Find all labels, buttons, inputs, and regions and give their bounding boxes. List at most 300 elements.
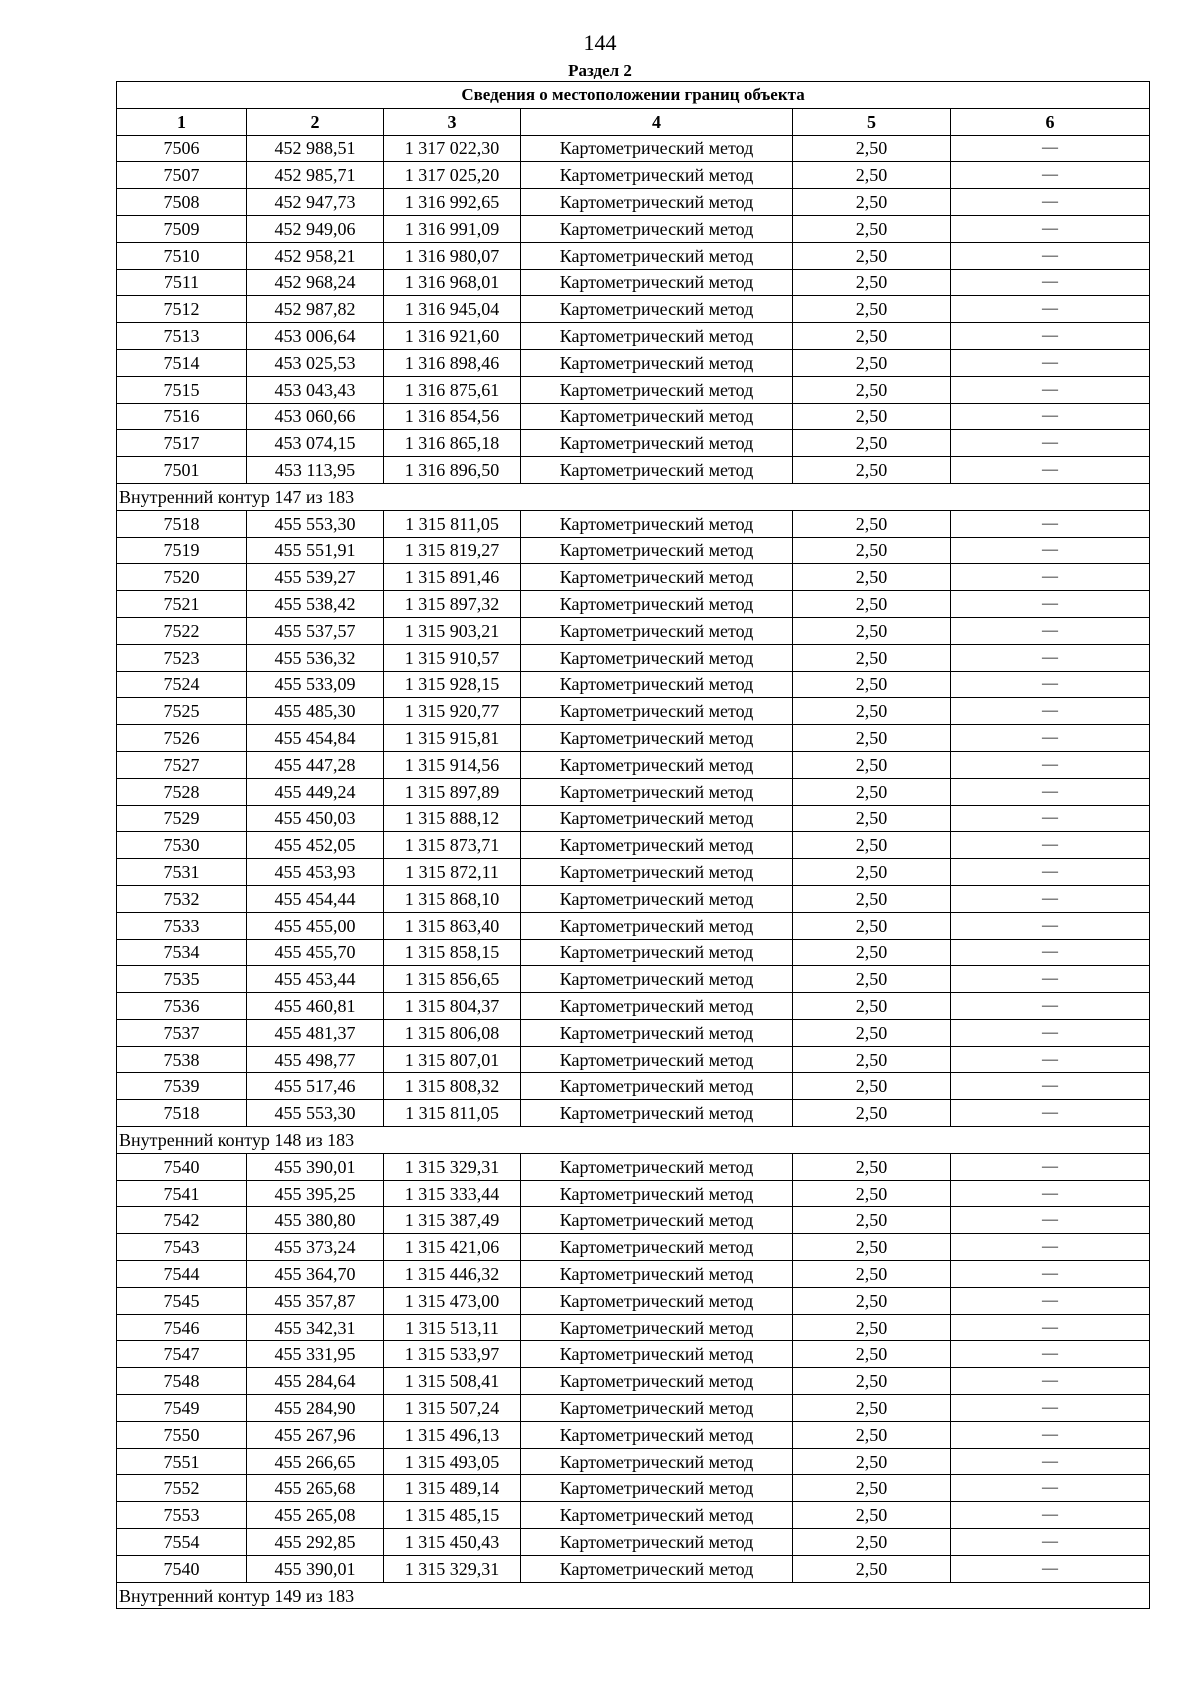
method-cell: Картометрический метод <box>521 215 793 242</box>
description-cell: — <box>951 1046 1150 1073</box>
contour-header-row <box>117 483 1150 510</box>
coordinate-x: 455 455,70 <box>247 939 384 966</box>
method-cell: Картометрический метод <box>521 1207 793 1234</box>
point-number: 7526 <box>117 725 247 752</box>
point-number: 7517 <box>117 430 247 457</box>
accuracy-cell: 2,50 <box>793 966 951 993</box>
accuracy-cell: 2,50 <box>793 296 951 323</box>
method-cell: Картометрический метод <box>521 162 793 189</box>
point-number: 7509 <box>117 215 247 242</box>
table-row <box>117 430 1150 457</box>
coordinate-y: 1 315 819,27 <box>384 537 521 564</box>
point-number: 7530 <box>117 832 247 859</box>
coordinate-y: 1 315 421,06 <box>384 1234 521 1261</box>
method-cell: Картометрический метод <box>521 939 793 966</box>
description-cell: — <box>951 1100 1150 1127</box>
method-cell: Картометрический метод <box>521 1502 793 1529</box>
accuracy-cell: 2,50 <box>793 1475 951 1502</box>
point-number: 7540 <box>117 1555 247 1582</box>
table-row <box>117 215 1150 242</box>
table-row <box>117 698 1150 725</box>
point-number: 7528 <box>117 778 247 805</box>
accuracy-cell: 2,50 <box>793 1100 951 1127</box>
method-cell: Картометрический метод <box>521 1448 793 1475</box>
coordinate-y: 1 315 910,57 <box>384 644 521 671</box>
coordinate-x: 455 265,08 <box>247 1502 384 1529</box>
coordinate-y: 1 315 856,65 <box>384 966 521 993</box>
section-title: Раздел 2 <box>568 61 632 80</box>
point-number: 7511 <box>117 269 247 296</box>
table-row <box>117 135 1150 162</box>
method-cell: Картометрический метод <box>521 242 793 269</box>
contour-label: Внутренний контур 148 из 183 <box>117 1127 1150 1154</box>
coordinate-x: 455 395,25 <box>247 1180 384 1207</box>
coordinate-x: 453 060,66 <box>247 403 384 430</box>
coordinate-y: 1 315 858,15 <box>384 939 521 966</box>
method-cell: Картометрический метод <box>521 537 793 564</box>
method-cell: Картометрический метод <box>521 1153 793 1180</box>
table-row <box>117 162 1150 189</box>
point-number: 7546 <box>117 1314 247 1341</box>
coordinate-y: 1 315 863,40 <box>384 912 521 939</box>
coordinate-x: 455 481,37 <box>247 1019 384 1046</box>
point-number: 7554 <box>117 1529 247 1556</box>
contour-label: Внутренний контур 149 из 183 <box>117 1582 1150 1609</box>
table-row <box>117 242 1150 269</box>
accuracy-cell: 2,50 <box>793 242 951 269</box>
coordinate-y: 1 317 022,30 <box>384 135 521 162</box>
coordinate-y: 1 315 485,15 <box>384 1502 521 1529</box>
coordinate-y: 1 315 811,05 <box>384 1100 521 1127</box>
method-cell: Картометрический метод <box>521 966 793 993</box>
page-number: 144 <box>583 30 617 55</box>
accuracy-cell: 2,50 <box>793 698 951 725</box>
method-cell: Картометрический метод <box>521 1046 793 1073</box>
method-cell: Картометрический метод <box>521 1475 793 1502</box>
point-number: 7518 <box>117 510 247 537</box>
accuracy-cell: 2,50 <box>793 162 951 189</box>
method-cell: Картометрический метод <box>521 296 793 323</box>
point-number: 7539 <box>117 1073 247 1100</box>
coordinate-x: 452 968,24 <box>247 269 384 296</box>
method-cell: Картометрический метод <box>521 349 793 376</box>
description-cell: — <box>951 698 1150 725</box>
table-row <box>117 1341 1150 1368</box>
accuracy-cell: 2,50 <box>793 1368 951 1395</box>
accuracy-cell: 2,50 <box>793 1421 951 1448</box>
description-cell: — <box>951 189 1150 216</box>
description-cell: — <box>951 1341 1150 1368</box>
method-cell: Картометрический метод <box>521 1395 793 1422</box>
coordinate-x: 455 455,00 <box>247 912 384 939</box>
coordinate-y: 1 315 897,89 <box>384 778 521 805</box>
method-cell: Картометрический метод <box>521 617 793 644</box>
coordinate-x: 455 380,80 <box>247 1207 384 1234</box>
method-cell: Картометрический метод <box>521 778 793 805</box>
description-cell: — <box>951 993 1150 1020</box>
coordinate-y: 1 315 897,32 <box>384 591 521 618</box>
method-cell: Картометрический метод <box>521 832 793 859</box>
coordinate-y: 1 315 333,44 <box>384 1180 521 1207</box>
accuracy-cell: 2,50 <box>793 1019 951 1046</box>
coordinate-y: 1 315 868,10 <box>384 885 521 912</box>
accuracy-cell: 2,50 <box>793 1180 951 1207</box>
point-number: 7549 <box>117 1395 247 1422</box>
description-cell: — <box>951 537 1150 564</box>
table-row <box>117 1368 1150 1395</box>
coordinate-y: 1 315 450,43 <box>384 1529 521 1556</box>
coordinate-x: 455 284,90 <box>247 1395 384 1422</box>
description-cell: — <box>951 564 1150 591</box>
coordinate-y: 1 315 807,01 <box>384 1046 521 1073</box>
method-cell: Картометрический метод <box>521 1234 793 1261</box>
point-number: 7512 <box>117 296 247 323</box>
point-number: 7516 <box>117 403 247 430</box>
description-cell: — <box>951 349 1150 376</box>
coordinate-x: 455 373,24 <box>247 1234 384 1261</box>
contour-header-row <box>117 1127 1150 1154</box>
coordinate-y: 1 316 921,60 <box>384 323 521 350</box>
coordinate-x: 455 553,30 <box>247 510 384 537</box>
table-row <box>117 778 1150 805</box>
method-cell: Картометрический метод <box>521 1019 793 1046</box>
description-cell: — <box>951 1261 1150 1288</box>
table-row <box>117 1395 1150 1422</box>
coordinate-y: 1 315 473,00 <box>384 1287 521 1314</box>
coordinate-y: 1 315 806,08 <box>384 1019 521 1046</box>
coordinate-x: 453 113,95 <box>247 457 384 484</box>
table-body <box>117 135 1150 1609</box>
coordinate-y: 1 315 928,15 <box>384 671 521 698</box>
coordinate-y: 1 316 968,01 <box>384 269 521 296</box>
method-cell: Картометрический метод <box>521 269 793 296</box>
accuracy-cell: 2,50 <box>793 617 951 644</box>
coordinate-y: 1 315 903,21 <box>384 617 521 644</box>
description-cell: — <box>951 376 1150 403</box>
coordinate-x: 455 364,70 <box>247 1261 384 1288</box>
column-header: 5 <box>793 108 951 135</box>
table-row <box>117 296 1150 323</box>
table-row <box>117 671 1150 698</box>
point-number: 7544 <box>117 1261 247 1288</box>
method-cell: Картометрический метод <box>521 403 793 430</box>
coordinate-y: 1 315 508,41 <box>384 1368 521 1395</box>
table-row <box>117 1261 1150 1288</box>
table-row <box>117 1180 1150 1207</box>
coordinate-x: 455 331,95 <box>247 1341 384 1368</box>
table-row <box>117 376 1150 403</box>
coordinate-x: 455 536,32 <box>247 644 384 671</box>
accuracy-cell: 2,50 <box>793 323 951 350</box>
table-caption-row <box>117 82 1150 109</box>
table-row <box>117 1448 1150 1475</box>
accuracy-cell: 2,50 <box>793 189 951 216</box>
column-header: 1 <box>117 108 247 135</box>
point-number: 7518 <box>117 1100 247 1127</box>
method-cell: Картометрический метод <box>521 189 793 216</box>
description-cell: — <box>951 939 1150 966</box>
coordinate-y: 1 316 875,61 <box>384 376 521 403</box>
coordinate-y: 1 316 865,18 <box>384 430 521 457</box>
table-row <box>117 644 1150 671</box>
coordinate-y: 1 315 808,32 <box>384 1073 521 1100</box>
description-cell: — <box>951 242 1150 269</box>
table-row <box>117 1046 1150 1073</box>
point-number: 7534 <box>117 939 247 966</box>
accuracy-cell: 2,50 <box>793 832 951 859</box>
accuracy-cell: 2,50 <box>793 1314 951 1341</box>
coordinate-y: 1 316 945,04 <box>384 296 521 323</box>
description-cell: — <box>951 725 1150 752</box>
coordinate-y: 1 316 898,46 <box>384 349 521 376</box>
description-cell: — <box>951 1180 1150 1207</box>
point-number: 7506 <box>117 135 247 162</box>
accuracy-cell: 2,50 <box>793 1287 951 1314</box>
point-number: 7508 <box>117 189 247 216</box>
description-cell: — <box>951 778 1150 805</box>
coordinate-y: 1 315 914,56 <box>384 751 521 778</box>
description-cell: — <box>951 1019 1150 1046</box>
point-number: 7533 <box>117 912 247 939</box>
accuracy-cell: 2,50 <box>793 537 951 564</box>
point-number: 7501 <box>117 457 247 484</box>
coordinate-y: 1 316 854,56 <box>384 403 521 430</box>
table-row <box>117 912 1150 939</box>
coordinate-x: 452 949,06 <box>247 215 384 242</box>
coordinate-x: 455 266,65 <box>247 1448 384 1475</box>
accuracy-cell: 2,50 <box>793 1555 951 1582</box>
accuracy-cell: 2,50 <box>793 1234 951 1261</box>
description-cell: — <box>951 403 1150 430</box>
column-header: 4 <box>521 108 793 135</box>
coordinate-x: 455 454,84 <box>247 725 384 752</box>
table-row <box>117 1502 1150 1529</box>
coordinate-y: 1 315 533,97 <box>384 1341 521 1368</box>
description-cell: — <box>951 430 1150 457</box>
accuracy-cell: 2,50 <box>793 1153 951 1180</box>
coordinate-x: 455 498,77 <box>247 1046 384 1073</box>
point-number: 7531 <box>117 859 247 886</box>
description-cell: — <box>951 135 1150 162</box>
coordinate-y: 1 316 896,50 <box>384 457 521 484</box>
coordinate-x: 455 265,68 <box>247 1475 384 1502</box>
table-row <box>117 510 1150 537</box>
description-cell: — <box>951 832 1150 859</box>
point-number: 7507 <box>117 162 247 189</box>
coordinate-x: 452 987,82 <box>247 296 384 323</box>
coordinate-y: 1 315 920,77 <box>384 698 521 725</box>
description-cell: — <box>951 510 1150 537</box>
table-row <box>117 751 1150 778</box>
accuracy-cell: 2,50 <box>793 805 951 832</box>
accuracy-cell: 2,50 <box>793 1448 951 1475</box>
accuracy-cell: 2,50 <box>793 1046 951 1073</box>
coordinate-y: 1 315 493,05 <box>384 1448 521 1475</box>
method-cell: Картометрический метод <box>521 323 793 350</box>
accuracy-cell: 2,50 <box>793 591 951 618</box>
point-number: 7514 <box>117 349 247 376</box>
method-cell: Картометрический метод <box>521 912 793 939</box>
method-cell: Картометрический метод <box>521 1341 793 1368</box>
coordinate-x: 455 553,30 <box>247 1100 384 1127</box>
accuracy-cell: 2,50 <box>793 912 951 939</box>
coordinate-y: 1 315 804,37 <box>384 993 521 1020</box>
coordinate-x: 453 025,53 <box>247 349 384 376</box>
description-cell: — <box>951 1207 1150 1234</box>
method-cell: Картометрический метод <box>521 885 793 912</box>
point-number: 7548 <box>117 1368 247 1395</box>
accuracy-cell: 2,50 <box>793 135 951 162</box>
coordinate-y: 1 315 507,24 <box>384 1395 521 1422</box>
coordinate-x: 455 284,64 <box>247 1368 384 1395</box>
coordinate-x: 455 449,24 <box>247 778 384 805</box>
description-cell: — <box>951 591 1150 618</box>
coordinate-x: 455 485,30 <box>247 698 384 725</box>
description-cell: — <box>951 1421 1150 1448</box>
description-cell: — <box>951 215 1150 242</box>
point-number: 7527 <box>117 751 247 778</box>
accuracy-cell: 2,50 <box>793 564 951 591</box>
table-row <box>117 323 1150 350</box>
method-cell: Картометрический метод <box>521 993 793 1020</box>
accuracy-cell: 2,50 <box>793 457 951 484</box>
coordinate-x: 455 357,87 <box>247 1287 384 1314</box>
description-cell: — <box>951 1073 1150 1100</box>
method-cell: Картометрический метод <box>521 1073 793 1100</box>
description-cell: — <box>951 966 1150 993</box>
coordinate-y: 1 315 329,31 <box>384 1555 521 1582</box>
method-cell: Картометрический метод <box>521 1100 793 1127</box>
accuracy-cell: 2,50 <box>793 376 951 403</box>
coordinate-x: 455 460,81 <box>247 993 384 1020</box>
coordinate-x: 452 947,73 <box>247 189 384 216</box>
description-cell: — <box>951 1448 1150 1475</box>
point-number: 7543 <box>117 1234 247 1261</box>
coordinate-x: 455 342,31 <box>247 1314 384 1341</box>
point-number: 7532 <box>117 885 247 912</box>
description-cell: — <box>951 859 1150 886</box>
table-row <box>117 1287 1150 1314</box>
coordinate-x: 455 537,57 <box>247 617 384 644</box>
description-cell: — <box>951 296 1150 323</box>
contour-label: Внутренний контур 147 из 183 <box>117 483 1150 510</box>
method-cell: Картометрический метод <box>521 725 793 752</box>
point-number: 7542 <box>117 1207 247 1234</box>
description-cell: — <box>951 1475 1150 1502</box>
method-cell: Картометрический метод <box>521 859 793 886</box>
coordinate-x: 453 043,43 <box>247 376 384 403</box>
description-cell: — <box>951 1153 1150 1180</box>
coordinate-x: 453 006,64 <box>247 323 384 350</box>
method-cell: Картометрический метод <box>521 135 793 162</box>
description-cell: — <box>951 323 1150 350</box>
table-row <box>117 349 1150 376</box>
table-row <box>117 1529 1150 1556</box>
point-number: 7547 <box>117 1341 247 1368</box>
description-cell: — <box>951 912 1150 939</box>
table-caption: Сведения о местоположении границ объекта <box>117 82 1150 109</box>
coordinate-y: 1 317 025,20 <box>384 162 521 189</box>
table-row <box>117 966 1150 993</box>
column-header: 6 <box>951 108 1150 135</box>
point-number: 7515 <box>117 376 247 403</box>
method-cell: Картометрический метод <box>521 1555 793 1582</box>
method-cell: Картометрический метод <box>521 1529 793 1556</box>
point-number: 7551 <box>117 1448 247 1475</box>
table-row <box>117 1555 1150 1582</box>
accuracy-cell: 2,50 <box>793 403 951 430</box>
column-header: 2 <box>247 108 384 135</box>
coordinate-y: 1 315 915,81 <box>384 725 521 752</box>
coordinate-y: 1 315 387,49 <box>384 1207 521 1234</box>
point-number: 7535 <box>117 966 247 993</box>
coordinate-y: 1 316 980,07 <box>384 242 521 269</box>
method-cell: Картометрический метод <box>521 805 793 832</box>
description-cell: — <box>951 617 1150 644</box>
accuracy-cell: 2,50 <box>793 1341 951 1368</box>
description-cell: — <box>951 162 1150 189</box>
method-cell: Картометрический метод <box>521 671 793 698</box>
method-cell: Картометрический метод <box>521 698 793 725</box>
accuracy-cell: 2,50 <box>793 778 951 805</box>
coordinate-x: 455 539,27 <box>247 564 384 591</box>
table-row <box>117 1019 1150 1046</box>
table-row <box>117 1234 1150 1261</box>
table-row <box>117 1100 1150 1127</box>
description-cell: — <box>951 885 1150 912</box>
method-cell: Картометрический метод <box>521 644 793 671</box>
coordinate-x: 455 533,09 <box>247 671 384 698</box>
table-row <box>117 939 1150 966</box>
accuracy-cell: 2,50 <box>793 939 951 966</box>
coordinate-x: 452 958,21 <box>247 242 384 269</box>
point-number: 7513 <box>117 323 247 350</box>
coordinate-x: 453 074,15 <box>247 430 384 457</box>
table-row <box>117 1421 1150 1448</box>
coordinate-x: 455 453,93 <box>247 859 384 886</box>
method-cell: Картометрический метод <box>521 564 793 591</box>
table-row <box>117 993 1150 1020</box>
table-row <box>117 885 1150 912</box>
column-header: 3 <box>384 108 521 135</box>
coordinate-y: 1 315 446,32 <box>384 1261 521 1288</box>
accuracy-cell: 2,50 <box>793 1207 951 1234</box>
accuracy-cell: 2,50 <box>793 510 951 537</box>
coordinate-x: 455 267,96 <box>247 1421 384 1448</box>
accuracy-cell: 2,50 <box>793 269 951 296</box>
method-cell: Картометрический метод <box>521 510 793 537</box>
point-number: 7540 <box>117 1153 247 1180</box>
description-cell: — <box>951 644 1150 671</box>
description-cell: — <box>951 269 1150 296</box>
accuracy-cell: 2,50 <box>793 349 951 376</box>
accuracy-cell: 2,50 <box>793 1529 951 1556</box>
accuracy-cell: 2,50 <box>793 430 951 457</box>
point-number: 7523 <box>117 644 247 671</box>
table-row <box>117 1314 1150 1341</box>
boundary-coordinates-table <box>116 81 1150 1609</box>
table-row <box>117 269 1150 296</box>
method-cell: Картометрический метод <box>521 591 793 618</box>
point-number: 7519 <box>117 537 247 564</box>
table-row <box>117 403 1150 430</box>
table-row <box>117 564 1150 591</box>
coordinate-x: 455 292,85 <box>247 1529 384 1556</box>
coordinate-x: 455 452,05 <box>247 832 384 859</box>
coordinate-x: 455 447,28 <box>247 751 384 778</box>
accuracy-cell: 2,50 <box>793 885 951 912</box>
coordinate-x: 455 551,91 <box>247 537 384 564</box>
